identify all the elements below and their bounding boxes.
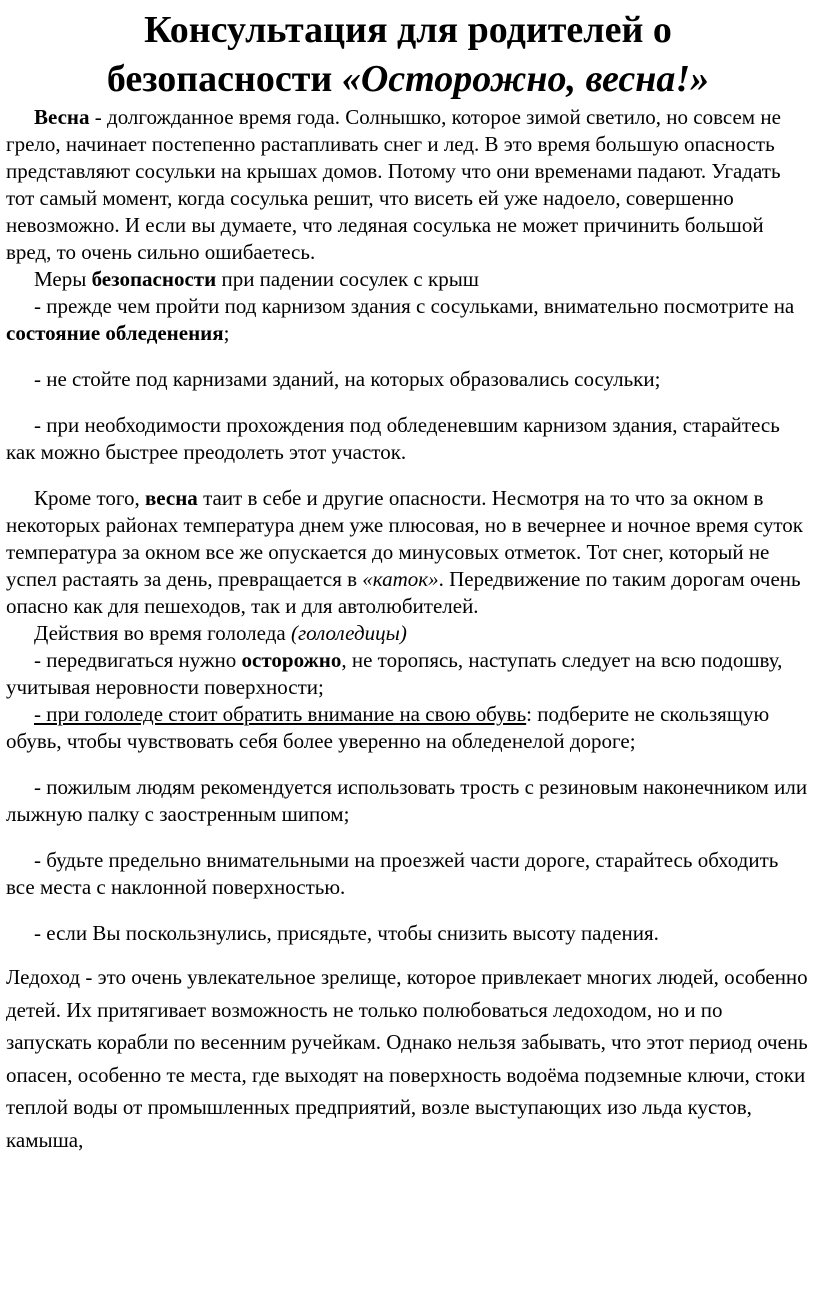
- list-item-elderly-cane: - пожилым людям рекомендуется использовать трость с резиновым наконечником или лыжную палку с заостренным шипом;: [6, 775, 808, 826]
- list-item-do-not-stand: - не стойте под карнизами зданий, на которых образовались сосульки;: [34, 367, 661, 391]
- paragraph-text: Действия во время гололеда: [34, 621, 291, 645]
- bold-term: безопасности: [91, 267, 217, 291]
- italic-term: (гололедицы): [290, 621, 407, 645]
- bold-term: весна: [144, 486, 198, 510]
- paragraph-text: при падении сосулек с крыш: [216, 267, 479, 291]
- paragraph-text: - долгожданное время года. Солнышко, которое зимой светило, но совсем не грело, начинает постепенно растапливать снег и лед. В это время большую опасность представляют сосульки на крышах домов. Потому что они временами падают. Угадать тот самый момент, когда сосулька решит, что висеть ей уже надоело, совершенно невозможно. И если вы думаете, что ледяная сосулька не может причинить большой вред, то очень сильно ошибаетесь.: [6, 105, 781, 264]
- bold-term: состояние обледенения: [6, 321, 224, 345]
- paragraph-intro: [6, 104, 810, 266]
- paragraph-text: , не торопясь, наступать следует на всю подошву, учитывая неровности поверхности;: [6, 648, 783, 699]
- paragraph-ice-actions-heading: [6, 620, 810, 647]
- italic-term: «каток»: [362, 567, 439, 591]
- document-body: [0, 104, 816, 1156]
- paragraph-text: : подберите не скользящую обувь, чтобы чувствовать себя более уверенно на обледенелой дороге;: [6, 702, 770, 753]
- title-line-1: Консультация для родителей о: [144, 9, 672, 51]
- paragraph-text: Меры: [34, 267, 92, 291]
- list-item-walk-carefully: [6, 647, 810, 701]
- list-item-inspect-icing: [6, 293, 810, 347]
- list-item-if-slipped: - если Вы поскользнулись, присядьте, чтобы снизить высоту падения.: [34, 921, 659, 945]
- bold-term: осторожно: [241, 648, 342, 672]
- paragraph-text: ;: [223, 321, 230, 345]
- list-item-pass-quickly: - при необходимости прохождения под обледеневшим карнизом здания, старайтесь как можно быстрее преодолеть этот участок.: [6, 413, 780, 464]
- paragraph-other-dangers: [6, 485, 810, 620]
- paragraph-text: Кроме того,: [34, 486, 145, 510]
- title-line-2: безопасности: [106, 58, 342, 100]
- paragraph-text: таит в себе и другие опасности. Несмотря на то что за окном в некоторых районах температура днем уже плюсовая, но в вечернее и ночное время суток температура за окном все же опускается до минусовых отметок. Тот снег, который не успел растаять за день, превращается в: [6, 486, 803, 591]
- paragraph-ice-drift: Ледоход - это очень увлекательное зрелище, которое привлекает многих людей, особенно детей. Их притягивает возможность не только полюбоваться ледоходом, но и по запускать корабли по весенним ручейкам. Однако нельзя забывать, что этот период очень опасен, особенно те места, где выходят на поверхность водоёма подземные ключи, стоки теплой воды от промышленных предприятий, возле выступающих изо льда кустов, камыша,: [6, 965, 808, 1152]
- list-item-road-attention: - будьте предельно внимательными на проезжей части дороге, старайтесь обходить все места с наклонной поверхностью.: [6, 848, 779, 899]
- title-line-2-italic: «Осторожно, весна!»: [341, 58, 710, 100]
- paragraph-text: . Передвижение по таким дорогам очень опасно как для пешеходов, так и для автолюбителей.: [6, 567, 801, 618]
- paragraph-text: - передвигаться нужно: [34, 648, 242, 672]
- paragraph-measures-heading: [6, 266, 810, 293]
- list-item-footwear: [6, 701, 810, 755]
- page-title: [0, 0, 816, 104]
- paragraph-text: - прежде чем пройти под карнизом здания с сосульками, внимательно посмотрите на: [34, 294, 795, 318]
- bold-term: Весна: [34, 105, 90, 129]
- underlined-text: - при гололеде стоит обратить внимание на свою обувь: [34, 702, 527, 726]
